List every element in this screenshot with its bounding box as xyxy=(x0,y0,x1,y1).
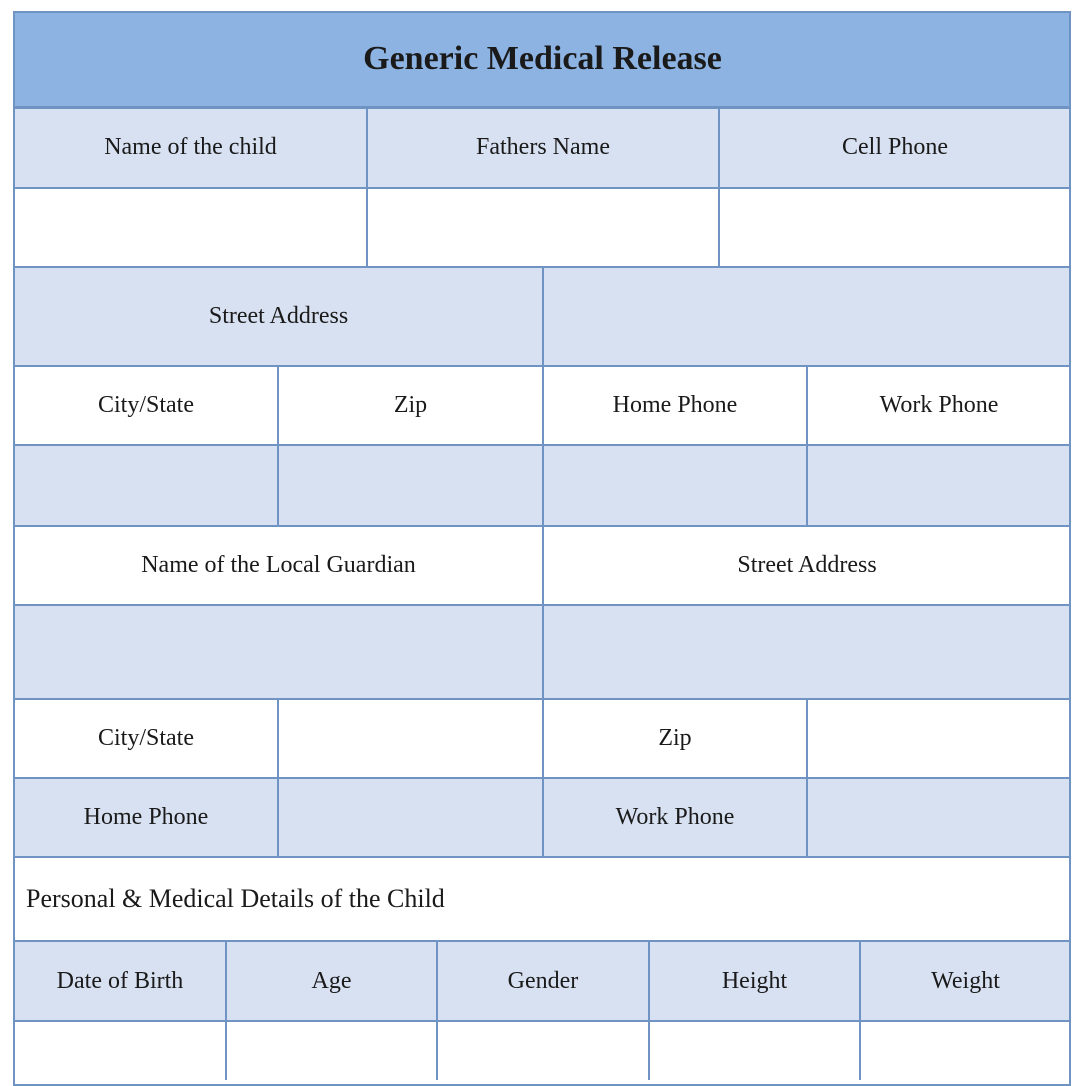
weight-field[interactable] xyxy=(860,1021,1071,1080)
divider xyxy=(542,267,544,857)
street-address-label: Street Address xyxy=(14,267,543,366)
guardian-work-phone-label: Work Phone xyxy=(543,778,807,857)
divider xyxy=(806,366,808,526)
cell-phone-label: Cell Phone xyxy=(719,107,1071,188)
details-input-row xyxy=(14,1021,1071,1080)
height-label: Height xyxy=(649,941,860,1021)
child-name-field[interactable] xyxy=(14,188,367,267)
gender-field[interactable] xyxy=(437,1021,649,1080)
guardian-name-label: Name of the Local Guardian xyxy=(14,526,543,605)
child-name-label: Name of the child xyxy=(14,107,367,188)
guardian-name-field[interactable] xyxy=(14,605,543,699)
fathers-name-field[interactable] xyxy=(367,188,719,267)
city-state-field[interactable] xyxy=(14,445,278,526)
home-phone-field[interactable] xyxy=(543,445,807,526)
guardian-home-phone-field[interactable] xyxy=(278,778,543,857)
divider xyxy=(859,941,861,1080)
divider xyxy=(718,107,720,267)
details-label-row xyxy=(14,941,1071,1021)
guardian-zip-label: Zip xyxy=(543,699,807,778)
fathers-name-label: Fathers Name xyxy=(367,107,719,188)
date-of-birth-field[interactable] xyxy=(14,1021,226,1080)
divider xyxy=(225,941,227,1080)
details-heading-row xyxy=(14,857,1071,941)
city-state-label: City/State xyxy=(14,366,278,445)
divider xyxy=(648,941,650,1080)
guardian-home-phone-label: Home Phone xyxy=(14,778,278,857)
divider xyxy=(366,107,368,267)
guardian-zip-field[interactable] xyxy=(807,699,1071,778)
cell-phone-field[interactable] xyxy=(719,188,1071,267)
divider xyxy=(436,941,438,1080)
child-info-label-row xyxy=(14,107,1071,188)
guardian-city-state-field[interactable] xyxy=(278,699,543,778)
divider xyxy=(277,699,279,857)
title-row xyxy=(14,11,1071,107)
divider xyxy=(806,699,808,857)
details-heading: Personal & Medical Details of the Child xyxy=(14,857,1071,941)
gender-label: Gender xyxy=(437,941,649,1021)
guardian-street-address-field[interactable] xyxy=(543,605,1071,699)
guardian-street-address-label: Street Address xyxy=(543,526,1071,605)
zip-label: Zip xyxy=(278,366,543,445)
guardian-city-state-label: City/State xyxy=(14,699,278,778)
home-phone-label: Home Phone xyxy=(543,366,807,445)
street-address-field[interactable] xyxy=(543,267,1071,366)
age-field[interactable] xyxy=(226,1021,437,1080)
zip-field[interactable] xyxy=(278,445,543,526)
child-info-input-row xyxy=(14,188,1071,267)
divider xyxy=(14,187,1071,189)
divider xyxy=(14,1020,1071,1022)
weight-label: Weight xyxy=(860,941,1071,1021)
age-label: Age xyxy=(226,941,437,1021)
divider xyxy=(277,366,279,526)
height-field[interactable] xyxy=(649,1021,860,1080)
divider xyxy=(14,940,1071,942)
date-of-birth-label: Date of Birth xyxy=(14,941,226,1021)
form-title: Generic Medical Release xyxy=(14,11,1071,107)
work-phone-label: Work Phone xyxy=(807,366,1071,445)
guardian-work-phone-field[interactable] xyxy=(807,778,1071,857)
divider xyxy=(14,106,1071,109)
work-phone-field[interactable] xyxy=(807,445,1071,526)
